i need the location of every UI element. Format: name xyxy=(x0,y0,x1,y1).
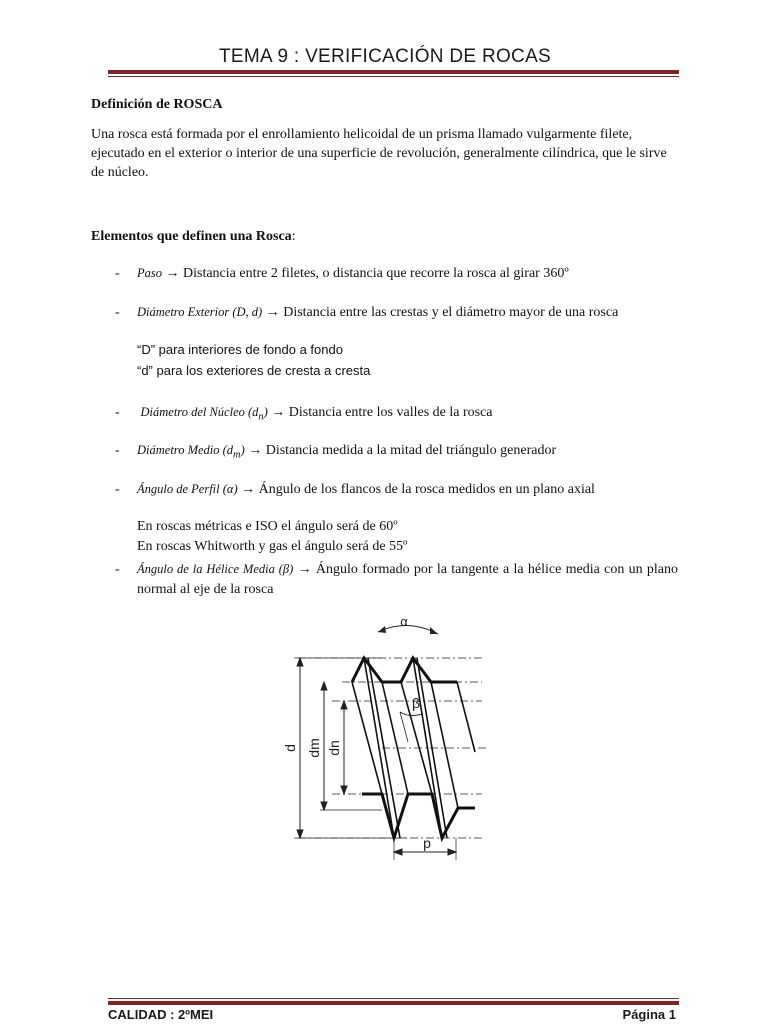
footer-page-number: Página 1 xyxy=(622,1007,676,1022)
list-item-diametro-nucleo: - Diámetro del Núcleo $(d_n)$ → Distancia entre los valles de la rosca xyxy=(115,405,493,423)
beta-arc xyxy=(400,712,422,716)
note-whitworth: En roscas Whitworth y gas el ángulo será de 55º xyxy=(137,539,408,554)
footer-course: CALIDAD : 2ºMEI xyxy=(108,1007,214,1022)
term-diametro-medio: Diámetro Medio $(d_m)$ xyxy=(137,443,245,461)
definition-text: Una rosca está formada por el enrollamiento helicoidal de un prisma llamado vulgarmente filete, ejecutado en el exterior o interior de una superficie de revolución, generalmente cilíndrica, que le sirve de núcleo. xyxy=(91,127,667,180)
thread-profile-bottom xyxy=(362,794,475,838)
label-dm: dm xyxy=(306,738,322,758)
list-item-angulo-perfil: - Ángulo de Perfil (α) → Ángulo de los flancos de la rosca medidos en un plano axial xyxy=(115,482,595,497)
note-interiores: “D” para interiores de fondo a fondo xyxy=(137,342,343,357)
elements-heading-line: Elementos que definen una Rosca: xyxy=(91,229,296,244)
page-title: TEMA 9 : VERIFICACIÓN DE ROCAS xyxy=(218,46,552,67)
term-angulo-helice: Ángulo de la Hélice Media (β) xyxy=(137,562,294,576)
label-dn: dn xyxy=(326,740,342,756)
definition-heading: Definición de ROSCA xyxy=(91,97,223,112)
note-exteriores: “d” para los exteriores de cresta a cresta xyxy=(137,363,371,378)
list-item-diametro-medio: - Diámetro Medio $(d_m)$ → Distancia medida a la mitad del triángulo generador xyxy=(115,443,557,461)
arrow-icon: → xyxy=(271,405,286,420)
desc-angulo-helice: Ángulo formado por la tangente a la hélice media con un plano normal al eje de la rosca xyxy=(137,562,679,597)
thread-diagram xyxy=(282,612,492,870)
term-diametro-exterior: Diámetro Exterior (D, d) xyxy=(137,305,263,319)
list-item-diametro-exterior: - Diámetro Exterior (D, d) → Distancia entre las crestas y el diámetro mayor de una rosca xyxy=(115,305,619,320)
arrow-icon: → xyxy=(165,266,180,281)
elements-heading: Elementos que definen una Rosca xyxy=(91,229,292,244)
arrow-icon: → xyxy=(297,562,312,577)
arrow-icon: → xyxy=(241,482,256,497)
arrow-icon: → xyxy=(248,443,263,458)
desc-angulo-perfil: Ángulo de los flancos de la rosca medidos en un plano axial xyxy=(258,482,595,497)
label-d: d xyxy=(282,744,298,752)
term-diametro-nucleo: Diámetro del Núcleo $(d_n)$ xyxy=(140,405,268,423)
label-beta: β xyxy=(411,695,421,711)
desc-diametro-exterior: Distancia entre las crestas y el diámetro mayor de una rosca xyxy=(283,305,619,320)
label-alpha: α xyxy=(400,614,408,629)
list-item-angulo-helice: - Ángulo de la Hélice Media (β) → Ángulo formado por la tangente a la hélice media con un plano normal al eje de la rosca xyxy=(115,562,679,597)
arrow-icon: → xyxy=(265,305,280,320)
term-paso: Paso xyxy=(137,266,162,280)
footer-rule xyxy=(108,998,679,1005)
list-item-paso: - Paso → Distancia entre 2 filetes, o distancia que recorre la rosca al girar 360º xyxy=(115,266,569,281)
desc-diametro-medio: Distancia medida a la mitad del triángulo generador xyxy=(265,443,557,458)
term-angulo-perfil: Ángulo de Perfil (α) xyxy=(137,482,238,496)
label-p: p xyxy=(423,835,431,851)
desc-paso: Distancia entre 2 filetes, o distancia que recorre la rosca al girar 360º xyxy=(183,266,569,281)
note-metricas: En roscas métricas e ISO el ángulo será de 60º xyxy=(137,519,398,534)
alpha-arc xyxy=(378,625,438,634)
desc-diametro-nucleo: Distancia entre los valles de la rosca xyxy=(288,405,493,420)
